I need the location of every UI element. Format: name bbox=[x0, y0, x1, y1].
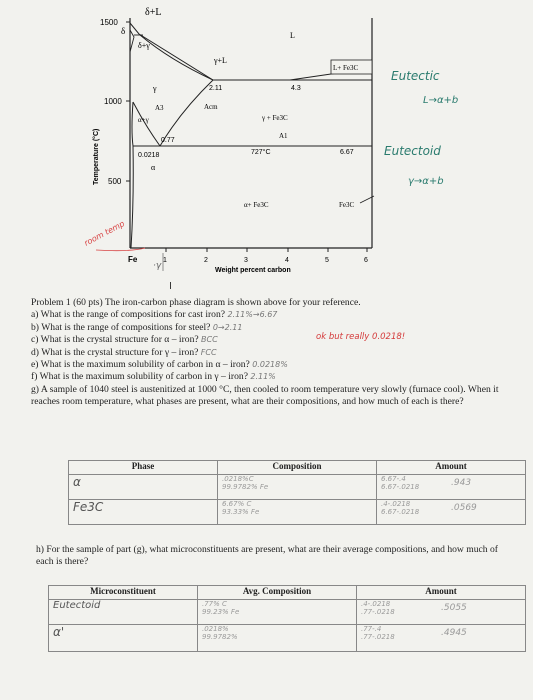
amount-numerator: .4-.0218 bbox=[381, 500, 411, 508]
x-tick-3: 3 bbox=[244, 257, 248, 264]
amount-numerator: .77-.4 bbox=[361, 625, 382, 633]
label-fe3c: Fe3C bbox=[339, 201, 355, 209]
question-b: b) What is the range of compositions for steel? bbox=[31, 321, 211, 333]
col-phase: Phase bbox=[69, 461, 218, 475]
amount-result: .943 bbox=[451, 478, 472, 488]
amount-numerator: .4-.0218 bbox=[361, 600, 391, 608]
composition-a: .0218% bbox=[202, 625, 229, 633]
col-amount: Amount bbox=[377, 461, 526, 475]
handwritten-gamma-mark: ·γ bbox=[153, 261, 162, 271]
answer-e: 0.0218% bbox=[252, 360, 288, 370]
phase-fe3c: Fe3C bbox=[73, 500, 104, 514]
x-tick-4: 4 bbox=[285, 257, 289, 264]
microconstituent-eutectoid: Eutectoid bbox=[53, 600, 101, 611]
value-6-67: 6.67 bbox=[340, 149, 354, 156]
answer-c: BCC bbox=[201, 335, 218, 345]
value-0-77: 0.77 bbox=[161, 137, 175, 144]
table-row bbox=[69, 475, 526, 500]
problem-title: Problem 1 (60 pts) The iron-carbon phase diagram is shown above for your reference. bbox=[31, 297, 361, 308]
label-gamma-l: γ+L bbox=[214, 56, 227, 65]
composition-b: 99.9782% bbox=[202, 633, 238, 641]
microconstituents-table bbox=[48, 585, 526, 652]
value-727c: 727°C bbox=[251, 149, 271, 156]
label-a3: A3 bbox=[155, 104, 164, 112]
composition-a: .0218%C bbox=[222, 475, 254, 483]
label-l-fe3c: L+ Fe3C bbox=[333, 64, 359, 72]
phase-alpha: α bbox=[73, 475, 81, 489]
composition-a: .77% C bbox=[202, 600, 227, 608]
x-axis-label: Weight percent carbon bbox=[215, 267, 291, 274]
microconstituent-alpha: α' bbox=[53, 625, 65, 639]
answer-b: 0→2.11 bbox=[212, 322, 243, 332]
fe-label: Fe bbox=[128, 255, 138, 264]
answer-a: 2.11%→6.67 bbox=[227, 310, 278, 320]
handwritten-eutectoid-reaction: γ→α+b bbox=[408, 176, 444, 187]
handwritten-eutectoid: Eutectoid bbox=[384, 144, 441, 158]
problem-1 bbox=[31, 297, 521, 409]
question-a: a) What is the range of compositions for cast iron? bbox=[31, 309, 226, 321]
question-g: g) A sample of 1040 steel is austenitized at 1000 °C, then cooled to room temperature very slowly (furnace cool). When it reaches room temperature, what phases are present, what are their compositions, and how much of each is there? bbox=[31, 383, 499, 408]
value-2-11: 2.11 bbox=[209, 85, 223, 92]
tick-1000: 1000 bbox=[104, 97, 122, 106]
label-delta-gamma: δ+γ bbox=[138, 41, 150, 50]
label-a1: A1 bbox=[279, 132, 288, 140]
amount-denominator: .77-.0218 bbox=[361, 608, 395, 616]
question-e: e) What is the maximum solubility of carbon in α – iron? bbox=[31, 359, 250, 371]
handwritten-eutectic: Eutectic bbox=[391, 69, 440, 83]
x-tick-1: 1 bbox=[163, 257, 167, 264]
composition-b: 99.23% Fe bbox=[202, 608, 240, 616]
phases-table bbox=[68, 460, 526, 525]
label-alpha-fe3c: α+ Fe3C bbox=[244, 201, 269, 209]
table-row bbox=[69, 500, 526, 525]
label-delta: δ bbox=[121, 26, 126, 36]
amount-numerator: 6.67-.4 bbox=[381, 475, 406, 483]
x-tick-2: 2 bbox=[204, 257, 208, 264]
col-amount: Amount bbox=[357, 586, 526, 600]
label-acm: Acm bbox=[204, 103, 218, 111]
label-alpha-gamma: α+γ bbox=[138, 116, 149, 124]
question-h: h) For the sample of part (g), what microconstituents are present, what are their average compositions, and how much of each is there? bbox=[36, 544, 498, 567]
composition-a: 6.67% C bbox=[222, 500, 252, 508]
composition-b: 99.9782% Fe bbox=[222, 483, 269, 491]
table-row bbox=[49, 625, 526, 652]
label-gamma-fe3c: γ + Fe3C bbox=[262, 114, 288, 122]
label-l: L bbox=[290, 31, 295, 40]
col-composition: Composition bbox=[218, 461, 377, 475]
amount-result: .0569 bbox=[451, 503, 477, 513]
amount-denominator: 6.67-.0218 bbox=[381, 508, 420, 516]
handwritten-roman-one: I bbox=[169, 281, 172, 292]
handwritten-room-temp: room temp bbox=[82, 219, 127, 248]
tick-1500: 1500 bbox=[100, 18, 118, 27]
grader-note: ok but really 0.0218! bbox=[316, 332, 406, 342]
value-4-3: 4.3 bbox=[291, 85, 301, 92]
col-microconstituent: Microconstituent bbox=[49, 586, 198, 600]
question-d: d) What is the crystal structure for γ – iron? bbox=[31, 346, 199, 358]
label-gamma: γ bbox=[153, 84, 157, 93]
label-delta-l: δ+L bbox=[145, 7, 162, 18]
amount-denominator: 6.67-.0218 bbox=[381, 483, 420, 491]
answer-d: FCC bbox=[200, 347, 217, 357]
y-axis-label: Temperature (°C) bbox=[93, 128, 100, 185]
tick-500: 500 bbox=[108, 177, 122, 186]
x-tick-5: 5 bbox=[325, 257, 329, 264]
label-alpha: α bbox=[151, 163, 156, 172]
value-0-0218: 0.0218 bbox=[138, 152, 160, 159]
iron-carbon-phase-diagram bbox=[0, 0, 533, 300]
x-tick-6: 6 bbox=[364, 257, 368, 264]
amount-result: .4945 bbox=[441, 628, 467, 638]
amount-denominator: .77-.0218 bbox=[361, 633, 395, 641]
col-avg-composition: Avg. Composition bbox=[198, 586, 357, 600]
handwritten-eutectic-reaction: L→α+b bbox=[423, 95, 459, 106]
table-row bbox=[49, 600, 526, 625]
question-f: f) What is the maximum solubility of carbon in γ – iron? bbox=[31, 371, 248, 383]
question-c: c) What is the crystal structure for α – iron? bbox=[31, 334, 199, 346]
amount-result: .5055 bbox=[441, 603, 467, 613]
composition-b: 93.33% Fe bbox=[222, 508, 260, 516]
answer-f: 2.11% bbox=[250, 372, 276, 382]
